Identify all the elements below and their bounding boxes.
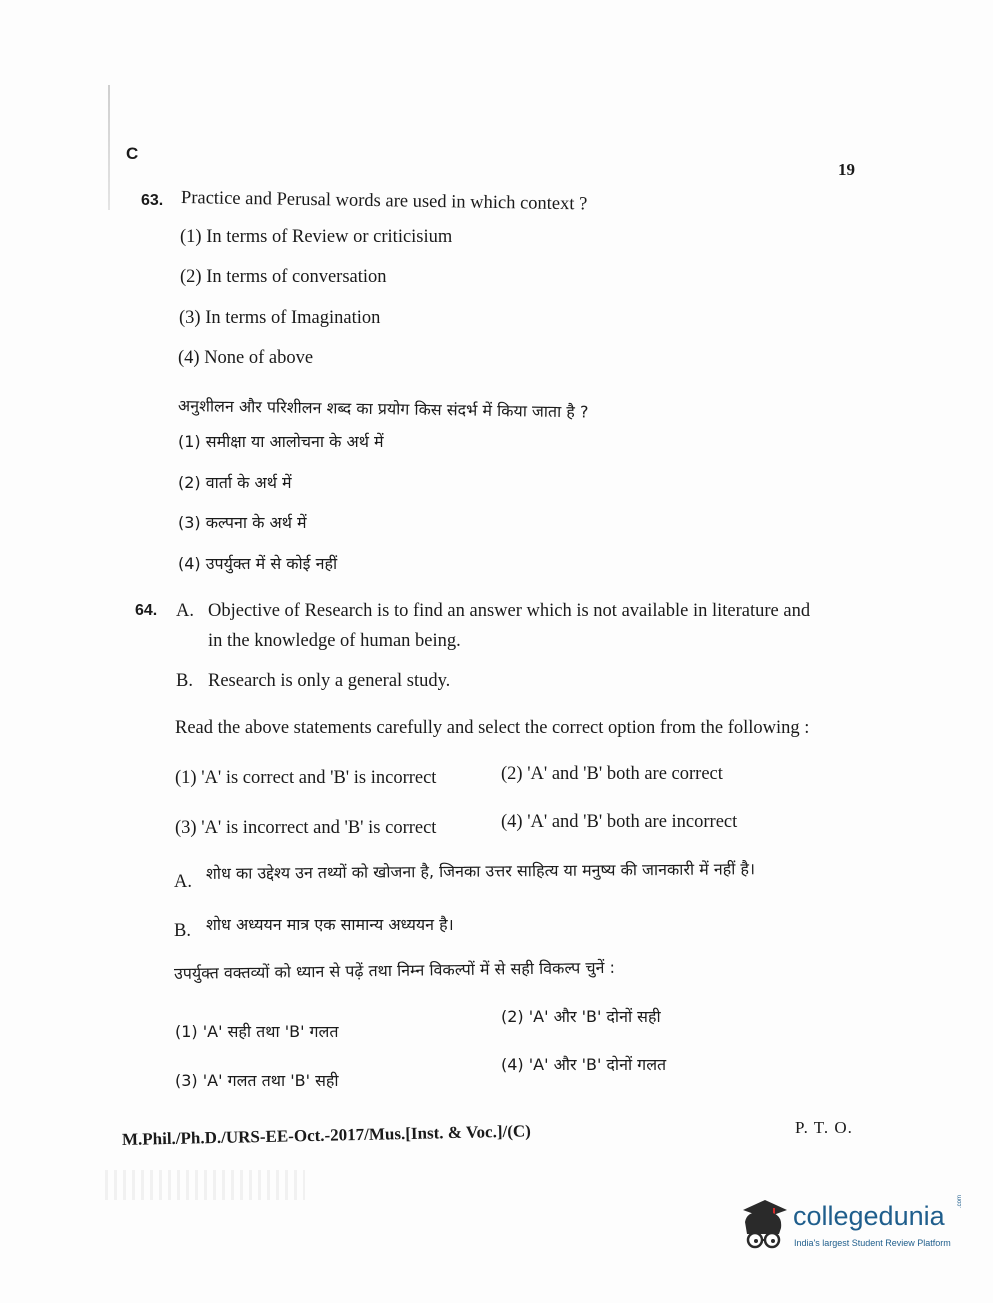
q63-option-hi-2: (2) वार्ता के अर्थ में [178,473,292,492]
collegedunia-watermark [735,1196,965,1260]
q64-option-hi-2: (2) 'A' और 'B' दोनों सही [501,1007,661,1026]
q64-statement-a-label-en: A. [176,601,194,621]
q64-statement-b-label-hi: B. [174,921,191,941]
binding-edge [108,85,110,210]
q64-instruction-en: Read the above statements carefully and select the correct option from the following : [175,718,810,738]
q63-option-en-3: (3) In terms of Imagination [179,308,381,328]
q63-option-en-4: (4) None of above [178,348,314,368]
page-number: 19 [838,160,855,179]
q64-statement-a-hi: शोध का उद्देश्य उन तथ्यों को खोजना है, जिनका उत्तर साहित्य या मनुष्य की जानकारी में नहीं है। [205,859,756,883]
brand-suffix: .com [957,1194,963,1208]
q64-option-en-1: (1) 'A' is correct and 'B' is incorrect [175,768,437,788]
q64-statement-a-en-line1: Objective of Research is to find an answer which is not available in literature and [208,601,811,621]
q64-statement-b-en: Research is only a general study. [208,671,451,691]
mascot-icon [735,1196,791,1256]
q64-instruction-hi: उपर्युक्त वक्तव्यों को ध्यान से पढ़ें तथा निम्न विकल्पों में से सही विकल्प चुनें : [173,957,616,983]
brand-tagline: India's largest Student Review Platform [794,1238,951,1248]
q64-option-hi-4: (4) 'A' और 'B' दोनों गलत [501,1055,667,1074]
q64-statement-a-en-line2: in the knowledge of human being. [208,631,461,651]
q64-option-en-2: (2) 'A' and 'B' both are correct [501,764,723,784]
q64-option-en-3: (3) 'A' is incorrect and 'B' is correct [175,818,437,838]
brand-name: collegedunia [793,1201,945,1231]
footer-exam-code: M.Phil./Ph.D./URS-EE-Oct.-2017/Mus.[Inst. & Voc.]/(C) [121,1121,532,1149]
q63-option-hi-1: (1) समीक्षा या आलोचना के अर्थ में [178,432,384,451]
q64-option-en-4: (4) 'A' and 'B' both are incorrect [501,812,738,832]
q64-option-hi-3: (3) 'A' गलत तथा 'B' सही [175,1071,339,1090]
pto-marker: P. T. O. [795,1118,853,1137]
q64-statement-b-label-en: B. [176,671,193,691]
q63-question-hi: अनुशीलन और परिशीलन शब्द का प्रयोग किस संदर्भ में किया जाता है ? [177,396,589,422]
q63-option-en-2: (2) In terms of conversation [180,267,387,287]
q63-option-hi-4: (4) उपर्युक्त में से कोई नहीं [178,554,338,573]
q63-option-en-1: (1) In terms of Review or criticisium [180,227,453,247]
q64-number: 64. [135,602,158,619]
q63-option-hi-3: (3) कल्पना के अर्थ में [178,513,307,532]
q63-number: 63. [141,192,164,209]
q64-statement-a-label-hi: A. [174,872,192,892]
scan-noise [105,1170,305,1200]
q64-statement-b-hi: शोध अध्ययन मात्र एक सामान्य अध्ययन है। [206,915,454,934]
set-code: C [126,144,139,163]
q64-option-hi-1: (1) 'A' सही तथा 'B' गलत [175,1022,339,1041]
q63-question-en: Practice and Perusal words are used in which context ? [180,188,588,215]
